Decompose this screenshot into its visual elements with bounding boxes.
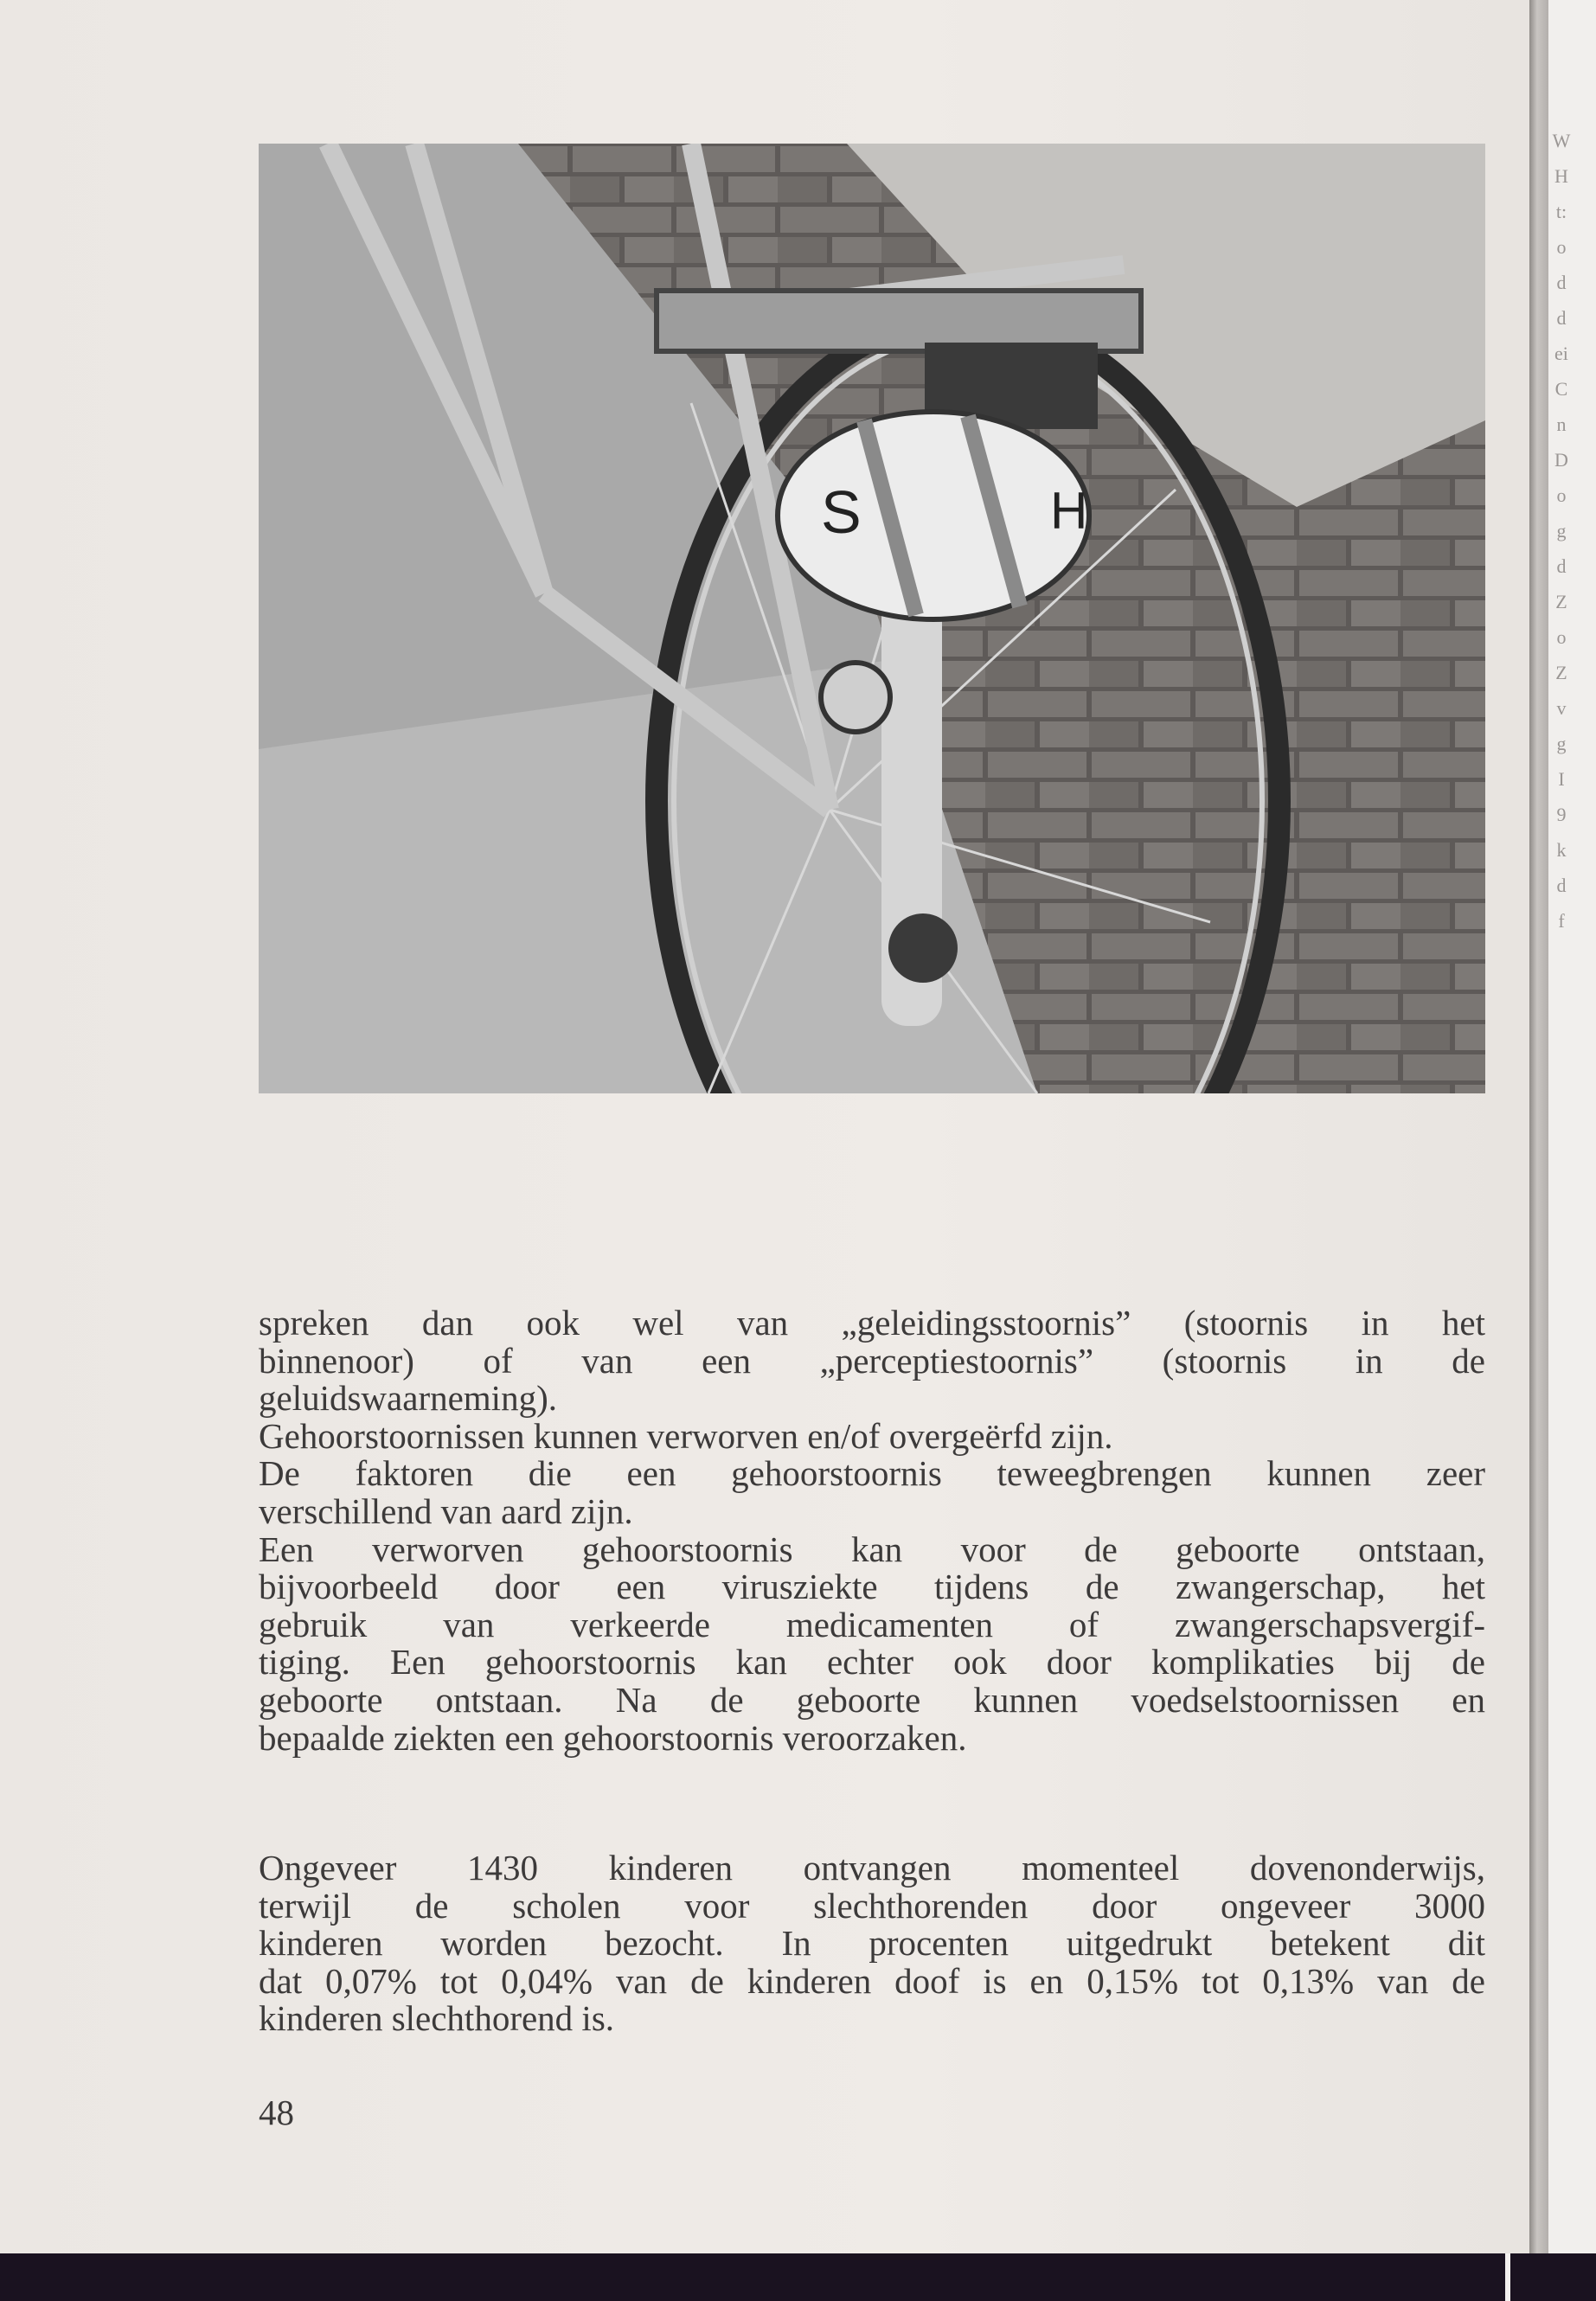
text-line: geboorte ontstaan. Na de geboorte kunnen voedselstoornissen en: [259, 1679, 1485, 1720]
svg-text:H: H: [1050, 482, 1088, 540]
edge-letter: Z: [1555, 662, 1567, 683]
edge-letter: Z: [1555, 591, 1567, 612]
edge-letter: W: [1552, 130, 1571, 151]
bicycle-photo-image: [259, 144, 1485, 1093]
text-line: Een verworven gehoorstoornis kan voor de geboorte ontstaan,: [259, 1529, 1485, 1569]
edge-letter: d: [1556, 875, 1567, 896]
scan-bottom-band: [0, 2253, 1596, 2301]
text-line: De faktoren die een gehoorstoornis teweegbrengen kunnen zeer: [259, 1453, 1485, 1494]
text-line: verschillend van aard zijn.: [259, 1490, 633, 1531]
next-page-edge-letters: [1548, 130, 1574, 933]
text-line: bepaalde ziekten een gehoorstoornis veroorzaken.: [259, 1717, 967, 1758]
edge-letter: v: [1556, 697, 1567, 719]
text-line: Ongeveer 1430 kinderen ontvangen momenteel dovenonderwijs,: [259, 1848, 1485, 1888]
edge-letter: t:: [1555, 201, 1567, 222]
edge-letter: d: [1556, 555, 1567, 577]
paragraph-2: [259, 1849, 1485, 2038]
edge-letter: g: [1556, 520, 1567, 542]
edge-letter: C: [1554, 378, 1568, 400]
text-line: kinderen slechthorend is.: [259, 1998, 615, 2039]
text-line: Gehoorstoornissen kunnen verworven en/of overgeërfd zijn.: [259, 1415, 1113, 1456]
text-line: tiging. Een gehoorstoornis kan echter ook door komplikaties bij de: [259, 1642, 1485, 1682]
page-number: 48: [259, 2093, 294, 2132]
edge-letter: D: [1554, 449, 1568, 471]
text-line: bijvoorbeeld door een virusziekte tijdens de zwangerschap, het: [259, 1567, 1485, 1607]
edge-letter: ei: [1554, 343, 1568, 364]
edge-letter: d: [1556, 272, 1567, 293]
edge-letter: 9: [1556, 804, 1567, 825]
paragraph-1: [259, 1304, 1485, 1757]
text-line: gebruik van verkeerde medicamenten of zwangerschapsvergif-: [259, 1604, 1485, 1644]
edge-letter: o: [1556, 236, 1567, 258]
text-line: terwijl de scholen voor slechthorenden door ongeveer 3000: [259, 1885, 1485, 1926]
edge-letter: o: [1556, 484, 1567, 506]
edge-letter: o: [1556, 626, 1567, 648]
text-line: binnenoor) of van een „perceptiestoornis” (stoornis in de: [259, 1340, 1485, 1381]
edge-letter: H: [1554, 165, 1568, 187]
edge-letter: f: [1558, 910, 1565, 932]
bicycle-photo: [259, 144, 1485, 1093]
edge-letter: k: [1556, 839, 1567, 861]
hub: [821, 663, 890, 732]
edge-letter: I: [1558, 768, 1565, 790]
rear-light: [888, 913, 958, 983]
svg-text:S: S: [821, 478, 862, 546]
edge-letter: n: [1556, 413, 1567, 435]
text-line: geluidswaarneming).: [259, 1378, 557, 1419]
text-line: kinderen worden bezocht. In procenten uitgedrukt betekent dit: [259, 1923, 1485, 1964]
text-line: dat 0,07% tot 0,04% van de kinderen doof is en 0,15% tot 0,13% van de: [259, 1960, 1485, 2001]
text-line: spreken dan ook wel van „geleidingsstoornis” (stoornis in het: [259, 1303, 1485, 1343]
book-gutter: [1529, 0, 1548, 2253]
luggage-carrier: [657, 291, 1141, 351]
edge-letter: g: [1556, 733, 1567, 754]
edge-letter: d: [1556, 307, 1567, 329]
